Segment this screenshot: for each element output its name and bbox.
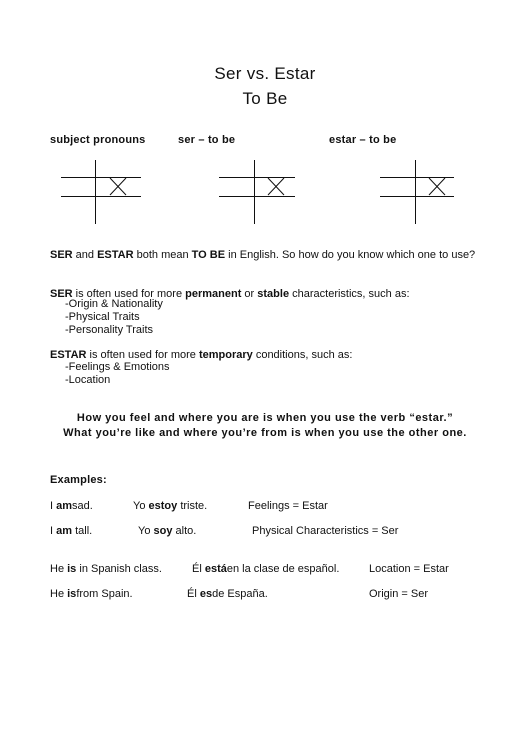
keyword-temporary: temporary [198,349,253,361]
keyword-to-be: TO BE [191,249,226,261]
keyword-estar: ESTAR [97,249,134,261]
header-estar: estar – to be [329,134,397,146]
conjugation-grid-ser [219,160,295,224]
example-rule: Origin = Ser [369,588,428,600]
keyword-estar: ESTAR [50,349,87,361]
verb: is [67,563,77,575]
text: I [50,525,57,537]
estar-list [65,361,170,387]
examples-heading: Examples: [50,474,107,486]
header-ser: ser – to be [178,134,236,146]
text: in English. So how do you know which one to use? [225,249,476,261]
rule-note-line-1: How you feel and where you are is when you use the verb “estar.” [76,412,454,424]
text: and [72,249,98,261]
verb: am [56,500,73,512]
cross-mark-icon [428,177,446,196]
text: from Spain. [76,588,133,600]
example-rule: Physical Characteristics = Ser [252,525,399,537]
text: in Spanish class. [76,563,162,575]
example-english [50,525,92,537]
text: tall. [72,525,93,537]
list-item: -Personality Traits [65,324,154,336]
text: conditions, such as: [252,349,353,361]
verb: estoy [148,500,178,512]
text: He [50,563,68,575]
example-spanish [133,500,207,512]
text: is often used for more [72,288,186,300]
conjugation-grid-pronouns [61,160,141,224]
text: characteristics, such as: [289,288,410,300]
text: de España. [212,588,268,600]
keyword-stable: stable [257,288,290,300]
text: or [241,288,258,300]
text: sad. [72,500,93,512]
list-item: -Location [65,374,111,386]
verb: está [204,563,227,575]
rule-note-line-2: What you’re like and where you’re from is when you use the other one. [63,427,467,439]
keyword-ser: SER [50,288,73,300]
example-english [50,588,133,600]
text: Yo [133,500,149,512]
example-spanish [138,525,196,537]
text: both mean [133,249,192,261]
list-item: -Physical Traits [65,311,140,323]
conjugation-grid-estar [380,160,454,224]
keyword-ser: SER [50,249,73,261]
example-rule: Location = Estar [369,563,449,575]
page-title: Ser vs. Estar [214,64,316,83]
example-english [50,563,162,575]
example-rule: Feelings = Estar [248,500,328,512]
text: He [50,588,68,600]
example-spanish [187,588,268,600]
text: triste. [177,500,208,512]
ser-list [65,298,163,337]
verb: soy [153,525,173,537]
cross-mark-icon [267,177,285,196]
example-english [50,500,93,512]
page-subtitle: To Be [242,89,288,108]
example-spanish [192,563,339,575]
keyword-permanent: permanent [185,288,242,300]
text: Yo [138,525,154,537]
text: is often used for more [86,349,199,361]
text: en la clase de español. [226,563,340,575]
list-item: -Origin & Nationality [65,298,163,310]
verb: is [67,588,77,600]
text: alto. [172,525,197,537]
header-subject-pronouns: subject pronouns [50,134,146,146]
text: Él [187,588,200,600]
text: I [50,500,57,512]
intro-paragraph [50,249,490,262]
cross-mark-icon [109,177,127,196]
list-item: -Feelings & Emotions [65,361,170,373]
verb: es [199,588,213,600]
verb: am [56,525,73,537]
text: Él [192,563,205,575]
